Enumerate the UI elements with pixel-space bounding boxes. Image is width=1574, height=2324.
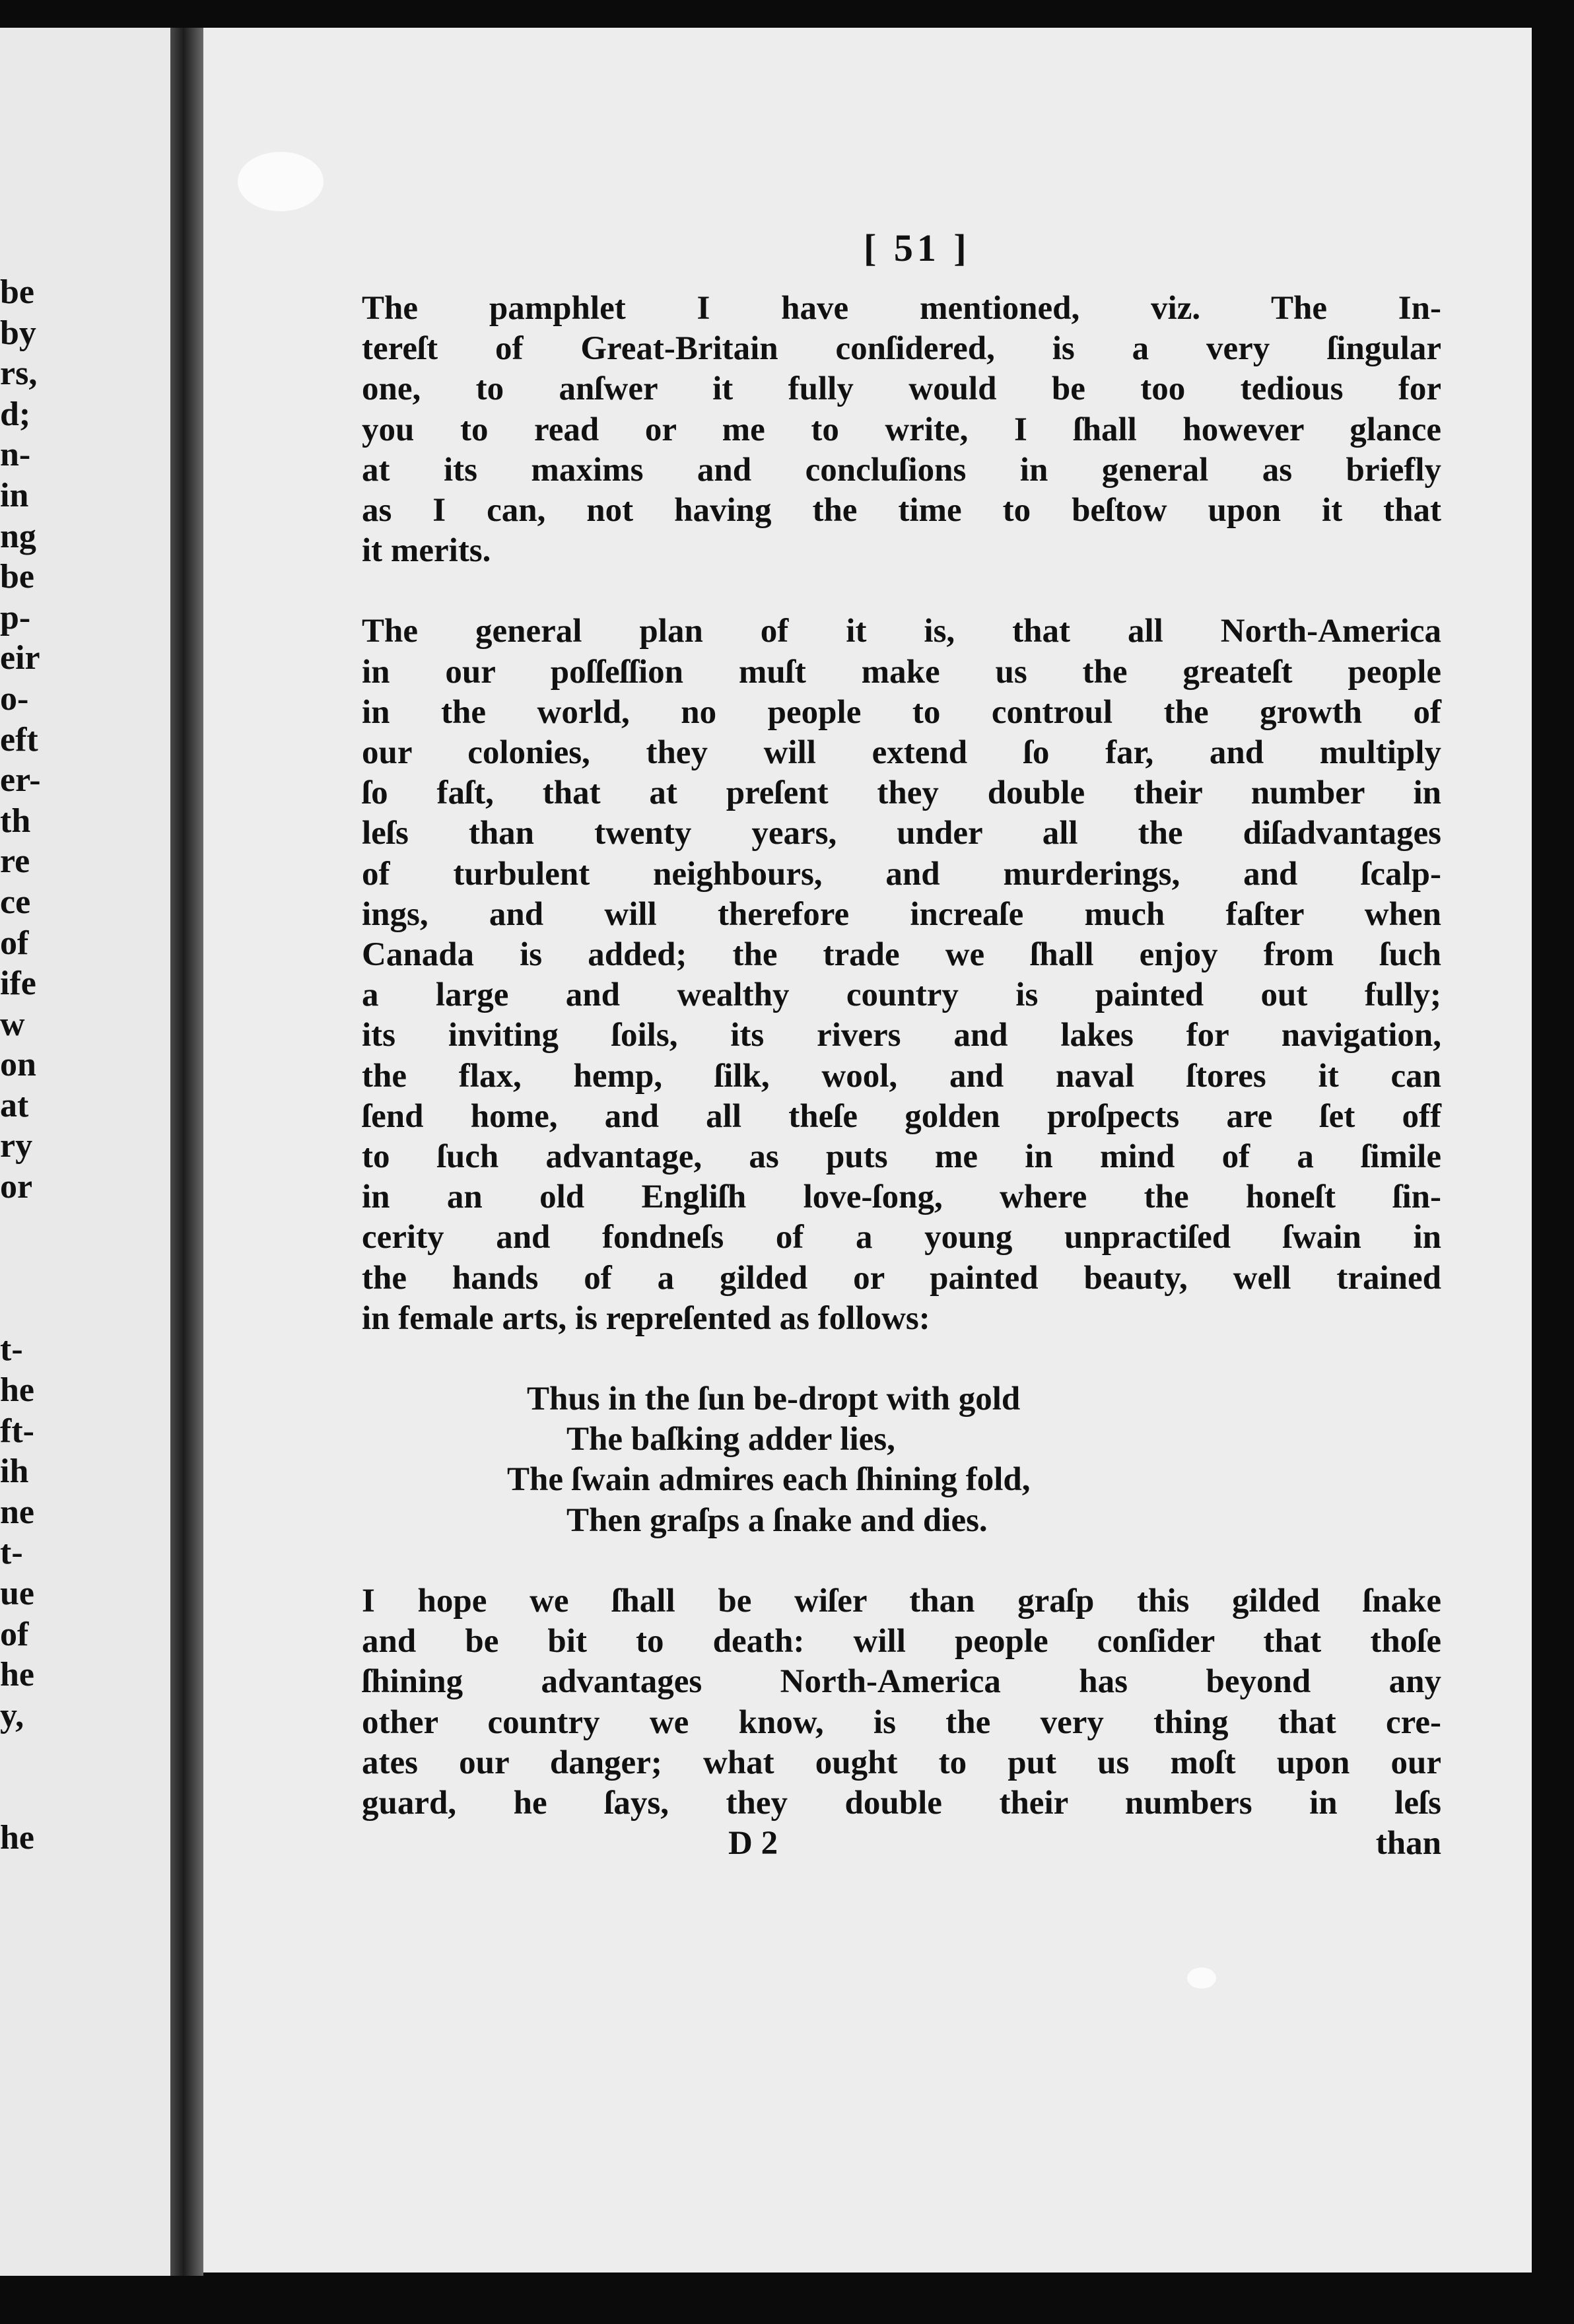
line-fragment: he	[0, 1656, 34, 1694]
text-line: ates our danger; what ought to put us moſt upon our	[362, 1744, 1441, 1781]
line-fragment: eft	[0, 720, 38, 759]
verse-quotation	[362, 1379, 1441, 1541]
line-fragment: ue	[0, 1575, 34, 1612]
text-line: The general plan of it is, that all North-America	[362, 613, 1441, 650]
line-fragment: er-	[0, 761, 41, 800]
line-fragment	[0, 1289, 170, 1330]
line-fragment	[0, 1777, 170, 1818]
text-line: you to read or me to write, I ſhall however glance	[362, 411, 1441, 448]
line-fragment: ft-	[0, 1412, 34, 1450]
paper-spot	[1187, 1967, 1216, 1989]
text-line: the hands of a gilded or painted beauty, well trained	[362, 1259, 1441, 1297]
text-line: it merits.	[362, 532, 491, 570]
verse-line: The baſking adder lies,	[566, 1421, 895, 1458]
text-line: as I can, not having the time to beſtow upon it that	[362, 492, 1441, 530]
paper-spot	[238, 152, 324, 211]
line-fragment: eir	[0, 639, 40, 677]
text-line: ſo faſt, that at preſent they double their number in	[362, 774, 1441, 812]
line-fragment: y,	[0, 1696, 24, 1734]
line-fragment: ce	[0, 883, 31, 921]
text-line: Canada is added; the trade we ſhall enjoy from ſuch	[362, 936, 1441, 974]
line-fragment: in	[0, 476, 29, 514]
text-line: and be bit to death: will people conſider that thoſe	[362, 1623, 1441, 1660]
line-fragment: ih	[0, 1452, 29, 1491]
paragraph-2	[362, 611, 1441, 1339]
line-fragment: of	[0, 1615, 29, 1653]
line-fragment: he	[0, 1371, 34, 1410]
line-fragment: at	[0, 1086, 29, 1124]
line-fragment: n-	[0, 436, 31, 474]
text-line: at its maxims and concluſions in general as briefly	[362, 451, 1441, 489]
verse-line: Thus in the ſun be-dropt with gold	[527, 1381, 1021, 1418]
line-fragment: ng	[0, 517, 36, 555]
line-fragment: re	[0, 842, 30, 881]
text-line: in female arts, is repreſented as follows:	[362, 1299, 930, 1337]
line-fragment: p-	[0, 598, 31, 636]
line-fragment: be	[0, 273, 34, 311]
text-line: one, to anſwer it fully would be too tedious for	[362, 370, 1441, 408]
facing-page-fragment	[0, 28, 170, 2276]
page-footer-line	[362, 1824, 1441, 1864]
line-fragment: ife	[0, 965, 36, 1003]
text-line: The pamphlet I have mentioned, viz. The In-	[362, 290, 1441, 327]
text-line: tereſt of Great-Britain conſidered, is a very ſingular	[362, 330, 1441, 368]
paragraph-1	[362, 289, 1441, 571]
line-fragment: ne	[0, 1493, 34, 1531]
line-fragment	[0, 1208, 170, 1248]
facing-page-line-endings	[0, 272, 170, 1858]
line-fragment: w	[0, 1005, 25, 1043]
line-fragment: by	[0, 314, 36, 352]
line-fragment: d;	[0, 395, 31, 433]
line-fragment: on	[0, 1046, 36, 1084]
text-line: a large and wealthy country is painted out fully;	[362, 976, 1441, 1014]
text-line: our colonies, they will extend ſo far, and multiply	[362, 734, 1441, 772]
text-line: in the world, no people to controul the growth of	[362, 693, 1441, 731]
line-fragment: t-	[0, 1534, 23, 1572]
text-line: in our poſſeſſion muſt make us the greateſt people	[362, 653, 1441, 691]
text-line: its inviting ſoils, its rivers and lakes for navigation,	[362, 1017, 1441, 1054]
text-line: of turbulent neighbours, and murderings, and ſcalp-	[362, 855, 1441, 893]
text-line: the flax, hemp, ſilk, wool, and naval ſtores it can	[362, 1057, 1441, 1095]
text-line: ings, and will therefore increaſe much faſter when	[362, 895, 1441, 933]
signature-mark: D 2	[728, 1825, 778, 1863]
book-page	[203, 28, 1532, 2273]
line-fragment: rs,	[0, 355, 38, 393]
verse-line: The ſwain admires each ſhining fold,	[507, 1461, 1031, 1499]
catchword: than	[1375, 1825, 1441, 1863]
text-line: leſs than twenty years, under all the diſadvantages	[362, 815, 1441, 852]
text-line: in an old Engliſh love-ſong, where the honeſt ſin-	[362, 1179, 1441, 1216]
text-line: guard, he ſays, they double their numbers in leſs	[362, 1784, 1441, 1822]
line-fragment: he	[0, 1818, 34, 1857]
line-fragment: t-	[0, 1330, 23, 1369]
paragraph-3	[362, 1581, 1441, 1824]
line-fragment: th	[0, 802, 31, 840]
line-fragment: o-	[0, 679, 29, 718]
verse-line: Then graſps a ſnake and dies.	[566, 1501, 988, 1539]
text-line: cerity and fondneſs of a young unpractiſed ſwain in	[362, 1219, 1441, 1256]
page-body	[362, 289, 1441, 1864]
book-gutter	[170, 28, 203, 2276]
line-fragment	[0, 1248, 170, 1289]
line-fragment: be	[0, 558, 34, 596]
page-number: [ 51 ]	[864, 226, 971, 269]
text-line: other country we know, is the very thing that cre-	[362, 1703, 1441, 1741]
text-line: to ſuch advantage, as puts me in mind of a ſimile	[362, 1138, 1441, 1176]
line-fragment	[0, 1736, 170, 1777]
text-line: ſhining advantages North-America has beyond any	[362, 1663, 1441, 1701]
line-fragment: or	[0, 1168, 33, 1206]
text-line: ſend home, and all theſe golden proſpects are ſet off	[362, 1097, 1441, 1135]
line-fragment: of	[0, 924, 29, 962]
text-line: I hope we ſhall be wiſer than graſp this gilded ſnake	[362, 1582, 1441, 1620]
line-fragment: ry	[0, 1127, 33, 1165]
